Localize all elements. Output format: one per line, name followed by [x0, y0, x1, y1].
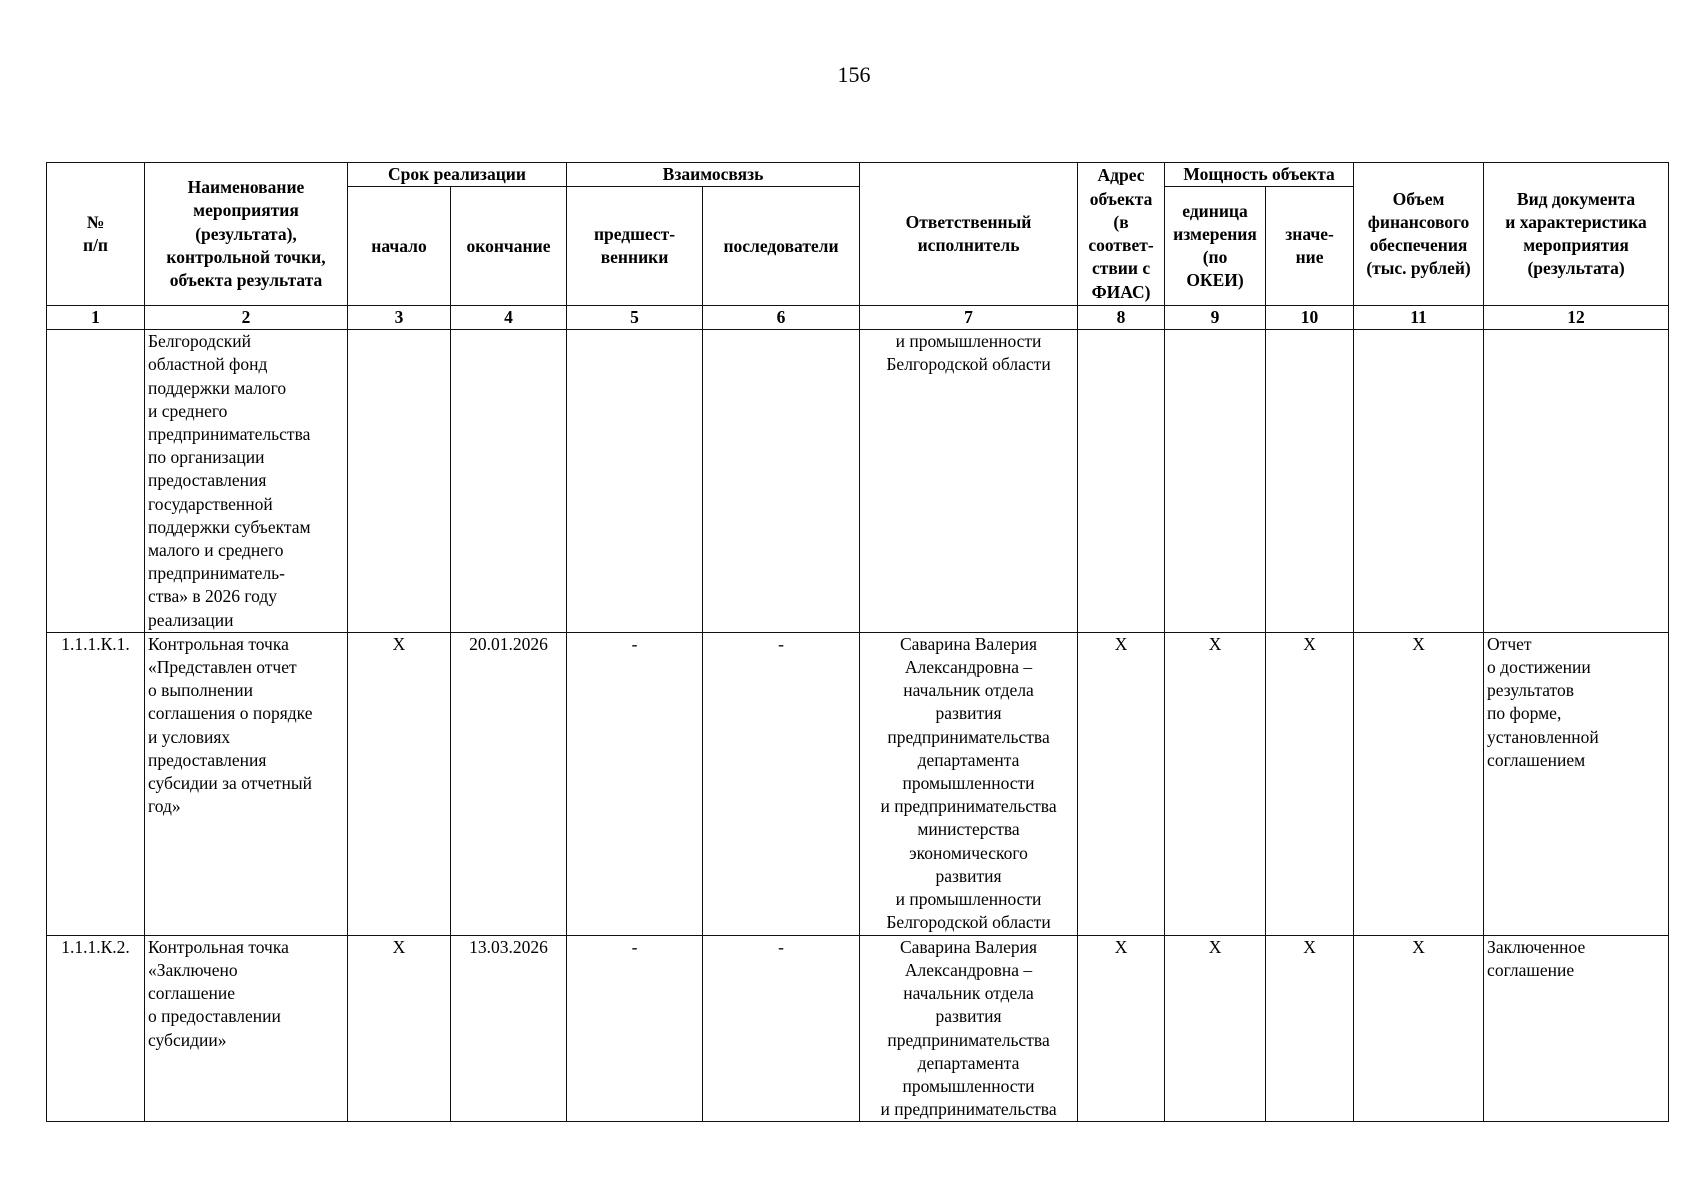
header-address: Адрес объекта (в соответ- ствии с ФИАС)	[1078, 163, 1165, 306]
column-number: 10	[1266, 306, 1354, 330]
cell-financing: X	[1354, 935, 1484, 1122]
column-number: 4	[451, 306, 567, 330]
table-row	[47, 330, 1669, 633]
header-number: № п/п	[47, 163, 145, 306]
cell-financing	[1354, 330, 1484, 633]
header-period-group: Срок реализации	[348, 163, 567, 187]
table-row	[47, 632, 1669, 935]
header-start: начало	[348, 187, 451, 306]
cell-number: 1.1.1.К.1.	[47, 632, 145, 935]
cell-value: X	[1266, 935, 1354, 1122]
cell-number	[47, 330, 145, 633]
table-row	[47, 935, 1669, 1122]
page-number: 156	[837, 62, 871, 87]
header-document: Вид документа и характеристика мероприятия (результата)	[1484, 163, 1669, 306]
column-number: 7	[860, 306, 1078, 330]
cell-start	[348, 330, 451, 633]
cell-number: 1.1.1.К.2.	[47, 935, 145, 1122]
cell-unit: X	[1165, 935, 1266, 1122]
column-number: 3	[348, 306, 451, 330]
column-number: 5	[567, 306, 703, 330]
column-number: 6	[703, 306, 860, 330]
column-number: 11	[1354, 306, 1484, 330]
column-number: 2	[145, 306, 348, 330]
cell-value	[1266, 330, 1354, 633]
header-financing: Объем финансового обеспечения (тыс. рублей)	[1354, 163, 1484, 306]
cell-successors: -	[703, 632, 860, 935]
cell-responsible: и промышленности Белгородской области	[860, 330, 1078, 633]
cell-document: Отчет о достижении результатов по форме, установленной соглашением	[1484, 632, 1669, 935]
cell-financing: X	[1354, 632, 1484, 935]
cell-responsible: Саварина Валерия Александровна – начальник отдела развития предпринимательства департамента промышленности и предпринимательства министерства экономического развития и промышленности Белгородской области	[860, 632, 1078, 935]
column-number: 12	[1484, 306, 1669, 330]
cell-unit: X	[1165, 632, 1266, 935]
header-name: Наименование мероприятия (результата), контрольной точки, объекта результата	[145, 163, 348, 306]
header-link-group: Взаимосвязь	[567, 163, 860, 187]
column-number: 1	[47, 306, 145, 330]
cell-document	[1484, 330, 1669, 633]
cell-address: X	[1078, 935, 1165, 1122]
column-number: 9	[1165, 306, 1266, 330]
header-value: значе- ние	[1266, 187, 1354, 306]
cell-responsible: Саварина Валерия Александровна – начальник отдела развития предпринимательства департамента промышленности и предпринимательства	[860, 935, 1078, 1122]
cell-address: X	[1078, 632, 1165, 935]
cell-name: Контрольная точка «Представлен отчет о выполнении соглашения о порядке и условиях предоставления субсидии за отчетный год»	[145, 632, 348, 935]
cell-document: Заключенное соглашение	[1484, 935, 1669, 1122]
cell-address	[1078, 330, 1165, 633]
cell-name: Контрольная точка «Заключено соглашение о предоставлении субсидии»	[145, 935, 348, 1122]
cell-value: X	[1266, 632, 1354, 935]
cell-end	[451, 330, 567, 633]
header-end: окончание	[451, 187, 567, 306]
cell-successors	[703, 330, 860, 633]
cell-successors: -	[703, 935, 860, 1122]
cell-predecessors: -	[567, 632, 703, 935]
cell-end: 13.03.2026	[451, 935, 567, 1122]
cell-start: X	[348, 632, 451, 935]
cell-end: 20.01.2026	[451, 632, 567, 935]
header-unit: единица измерения (по ОКЕИ)	[1165, 187, 1266, 306]
cell-unit	[1165, 330, 1266, 633]
column-number: 8	[1078, 306, 1165, 330]
header-responsible: Ответственный исполнитель	[860, 163, 1078, 306]
plan-table	[46, 162, 1669, 1122]
cell-name: Белгородский областной фонд поддержки малого и среднего предпринимательства по организации предоставления государственной поддержки субъектам малого и среднего предприниматель- ства» в 2026 году реализации	[145, 330, 348, 633]
header-predecessors: предшест- венники	[567, 187, 703, 306]
header-power-group: Мощность объекта	[1165, 163, 1354, 187]
cell-start: X	[348, 935, 451, 1122]
cell-predecessors	[567, 330, 703, 633]
header-successors: последователи	[703, 187, 860, 306]
cell-predecessors: -	[567, 935, 703, 1122]
